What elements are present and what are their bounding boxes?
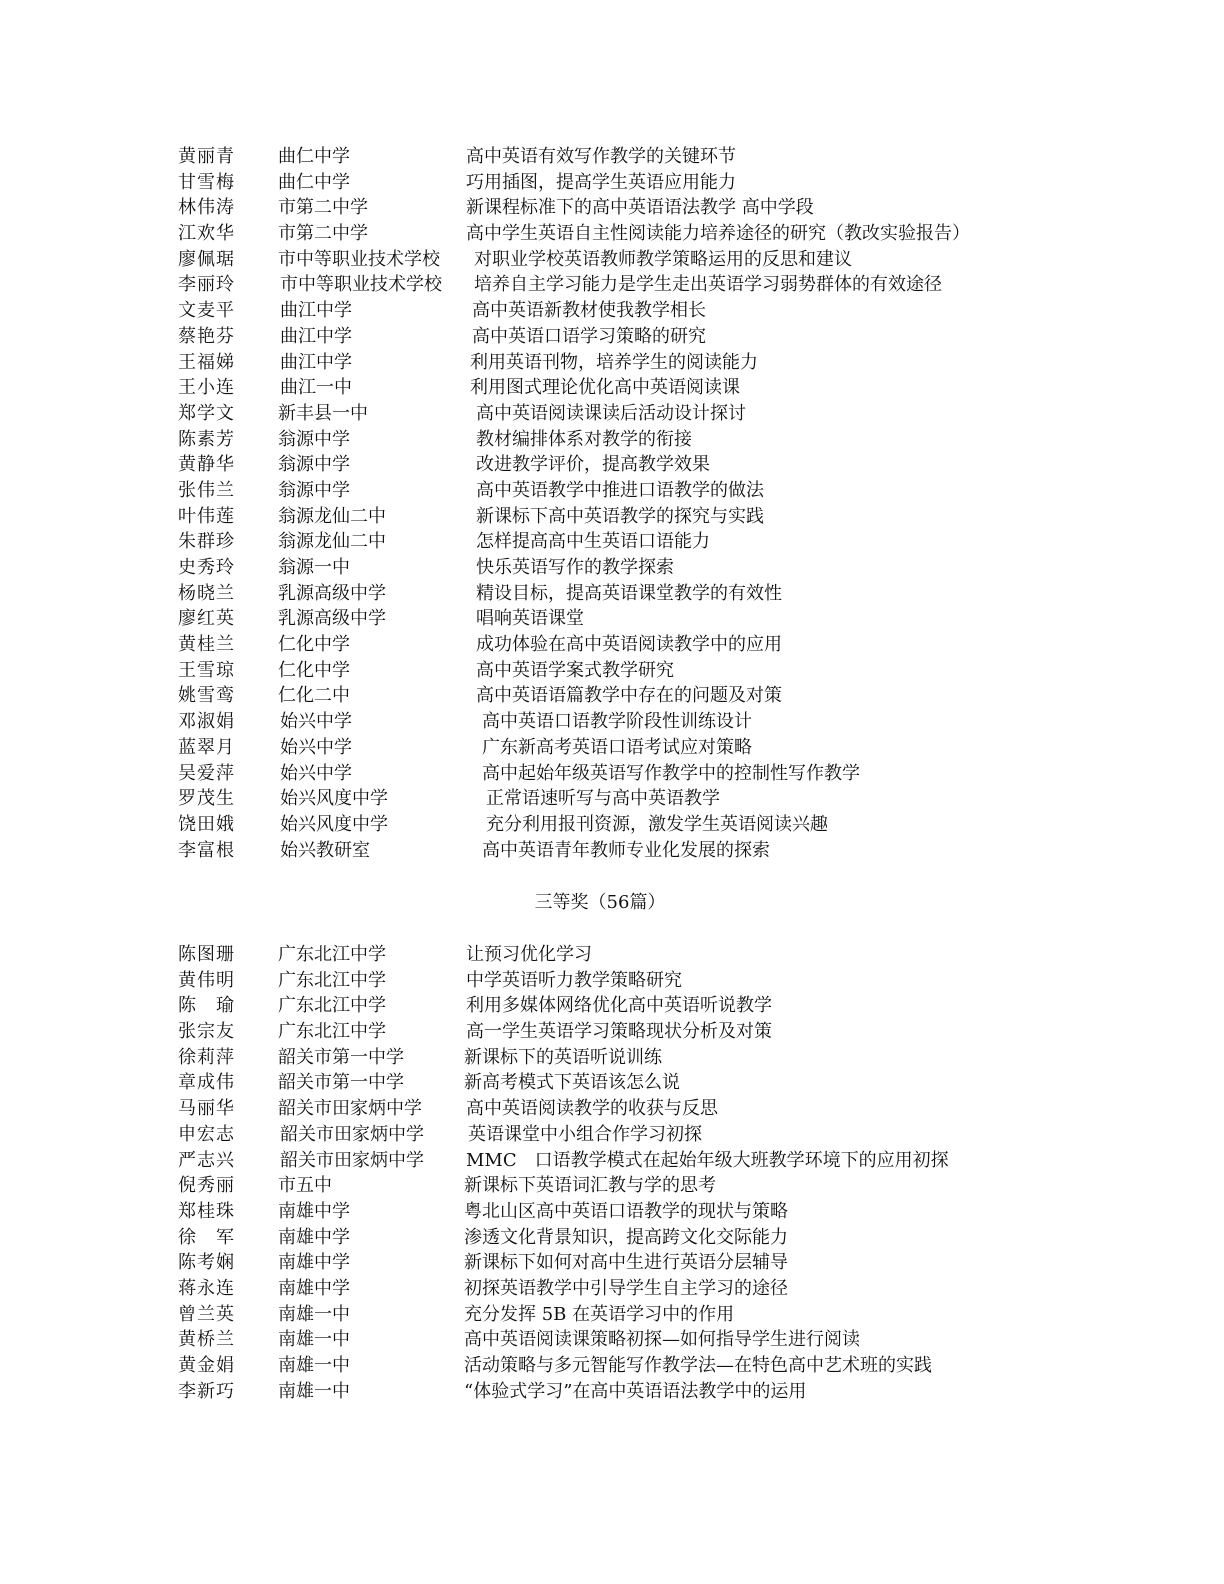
- author-name: 杨晓兰: [178, 582, 235, 604]
- school-name: 翁源一中: [278, 557, 350, 578]
- paper-title: 高中英语语篇教学中存在的问题及对策: [476, 685, 782, 707]
- school-name: 韶关市田家炳中学: [280, 1123, 424, 1145]
- author-name: 曾兰英: [178, 1303, 235, 1325]
- school-name: 曲仁中学: [278, 171, 350, 193]
- paper-title: 高中英语有效写作教学的关键环节: [466, 146, 736, 167]
- paper-title: 成功体验在高中英语阅读教学中的应用: [476, 634, 782, 656]
- author-name: 倪秀丽: [178, 1175, 235, 1197]
- author-name: 蒋永连: [178, 1277, 235, 1299]
- paper-title: 中学英语听力教学策略研究: [466, 969, 682, 991]
- school-name: 乳源高级中学: [278, 582, 386, 604]
- school-name: 韶关市田家炳中学: [278, 1098, 422, 1120]
- author-name: 黄桥兰: [178, 1329, 235, 1351]
- paper-title: 唱响英语课堂: [476, 608, 584, 630]
- paper-title: 高中英语口语学习策略的研究: [472, 325, 706, 347]
- paper-title: 新课标下英语词汇教与学的思考: [464, 1175, 716, 1197]
- author-name: 严志兴: [178, 1149, 235, 1171]
- author-name: 陈 瑜: [178, 995, 235, 1017]
- school-name: 广东北江中学: [278, 1021, 386, 1043]
- school-name: 乳源高级中学: [278, 608, 386, 630]
- school-name: 南雄一中: [278, 1329, 350, 1351]
- paper-title: “体验式学习”在高中英语语法教学中的运用: [464, 1380, 807, 1402]
- author-name: 姚雪鸾: [178, 685, 235, 707]
- author-name: 饶田娥: [178, 813, 235, 835]
- paper-title: 培养自主学习能力是学生走出英语学习弱势群体的有效途径: [474, 274, 942, 296]
- paper-title: 广东新高考英语口语考试应对策略: [482, 736, 752, 758]
- school-name: 曲江中学: [280, 325, 352, 347]
- author-name: 史秀玲: [178, 557, 235, 578]
- author-name: 黄丽青: [178, 146, 235, 167]
- author-name: 陈图珊: [178, 944, 235, 965]
- school-name: 始兴风度中学: [280, 813, 388, 835]
- school-name: 曲江中学: [280, 300, 352, 322]
- author-name: 申宏志: [178, 1123, 235, 1145]
- author-name: 王福娣: [178, 351, 235, 373]
- paper-title: 巧用插图，提高学生英语应用能力: [466, 171, 736, 193]
- author-name: 郑学文: [178, 402, 235, 424]
- author-name: 章成伟: [178, 1072, 235, 1094]
- school-name: 广东北江中学: [278, 969, 386, 991]
- author-name: 蔡艳芬: [178, 325, 235, 347]
- school-name: 南雄中学: [278, 1200, 350, 1222]
- author-name: 黄金娟: [178, 1355, 235, 1376]
- author-name: 甘雪梅: [178, 171, 235, 193]
- paper-title: 利用图式理论优化高中英语阅读课: [470, 377, 740, 399]
- paper-title: 对职业学校英语教师教学策略运用的反思和建议: [474, 248, 852, 270]
- school-name: 始兴中学: [280, 736, 352, 758]
- paper-title: 高中学生英语自主性阅读能力培养途径的研究（教改实验报告）: [466, 223, 970, 245]
- author-name: 叶伟莲: [178, 505, 235, 527]
- paper-title: 新课标下高中英语教学的探究与实践: [476, 505, 764, 527]
- school-name: 广东北江中学: [278, 995, 386, 1017]
- paper-title: 粤北山区高中英语口语教学的现状与策略: [464, 1200, 788, 1222]
- school-name: 翁源中学: [278, 479, 350, 501]
- paper-title: 新高考模式下英语该怎么说: [464, 1072, 680, 1094]
- school-name: 曲江一中: [280, 377, 352, 399]
- paper-title: 初探英语教学中引导学生自主学习的途径: [464, 1277, 788, 1299]
- school-name: 始兴教研室: [280, 839, 370, 861]
- paper-title: 高中英语阅读课读后活动设计探讨: [476, 402, 746, 424]
- author-name: 李丽玲: [178, 274, 235, 296]
- school-name: 市中等职业技术学校: [280, 274, 442, 296]
- school-name: 仁化中学: [278, 634, 350, 656]
- author-name: 王小连: [178, 377, 235, 399]
- school-name: 翁源龙仙二中: [278, 531, 386, 553]
- paper-title: 让预习优化学习: [466, 944, 592, 965]
- author-name: 郑桂珠: [178, 1200, 235, 1222]
- school-name: 始兴风度中学: [280, 788, 388, 810]
- author-name: 邓淑娟: [178, 711, 235, 733]
- author-name: 徐莉萍: [178, 1046, 235, 1068]
- author-name: 陈考娴: [178, 1252, 235, 1274]
- school-name: 新丰县一中: [278, 402, 368, 424]
- section-heading-third-prize: [0, 890, 1224, 916]
- author-name: 徐 军: [178, 1226, 235, 1248]
- author-name: 江欢华: [178, 223, 235, 245]
- author-name: 黄静华: [178, 454, 235, 476]
- paper-title: 英语课堂中小组合作学习初探: [468, 1123, 702, 1145]
- author-name: 吴爱萍: [178, 762, 235, 784]
- school-name: 市中等职业技术学校: [278, 248, 440, 270]
- school-name: 翁源中学: [278, 454, 350, 476]
- author-name: 蓝翠月: [178, 736, 235, 758]
- author-name: 黄伟明: [178, 969, 235, 991]
- paper-title: 渗透文化背景知识，提高跨文化交际能力: [464, 1226, 788, 1248]
- paper-title: 高中英语口语教学阶段性训练设计: [482, 711, 752, 733]
- school-name: 南雄一中: [278, 1380, 350, 1402]
- school-name: 韶关市第一中学: [278, 1072, 404, 1094]
- paper-title: 高中英语青年教师专业化发展的探索: [482, 839, 770, 861]
- author-name: 黄桂兰: [178, 634, 235, 656]
- paper-title: 新课标下如何对高中生进行英语分层辅导: [464, 1252, 788, 1274]
- school-name: 始兴中学: [280, 711, 352, 733]
- school-name: 南雄中学: [278, 1252, 350, 1274]
- school-name: 南雄中学: [278, 1277, 350, 1299]
- author-name: 林伟涛: [178, 197, 235, 219]
- paper-title: 高中起始年级英语写作教学中的控制性写作教学: [482, 762, 860, 784]
- paper-title: 正常语速听写与高中英语教学: [486, 788, 720, 810]
- school-name: 仁化中学: [278, 659, 350, 681]
- school-name: 市第二中学: [278, 197, 368, 219]
- paper-title: 充分发挥 5B 在英语学习中的作用: [464, 1303, 735, 1325]
- school-name: 仁化二中: [278, 685, 350, 707]
- author-name: 王雪琼: [178, 659, 235, 681]
- paper-title: 教材编排体系对教学的衔接: [476, 428, 692, 450]
- school-name: 翁源中学: [278, 428, 350, 450]
- author-name: 马丽华: [178, 1098, 235, 1120]
- paper-title: 高中英语教学中推进口语教学的做法: [476, 479, 764, 501]
- paper-title: 精设目标，提高英语课堂教学的有效性: [476, 582, 782, 604]
- school-name: 韶关市第一中学: [278, 1046, 404, 1068]
- school-name: 南雄一中: [278, 1303, 350, 1325]
- paper-title: 改进教学评价，提高教学效果: [476, 454, 710, 476]
- paper-title: 利用英语刊物，培养学生的阅读能力: [470, 351, 758, 373]
- paper-title: 新课标下的英语听说训练: [464, 1046, 662, 1068]
- school-name: 曲仁中学: [278, 146, 350, 167]
- author-name: 廖佩琚: [178, 248, 235, 270]
- school-name: 市五中: [278, 1175, 332, 1197]
- section-heading-text: 三等奖（56篇）: [534, 892, 666, 913]
- paper-title: 利用多媒体网络优化高中英语听说教学: [466, 995, 772, 1017]
- paper-title: 快乐英语写作的教学探索: [476, 557, 674, 578]
- paper-title: 高中英语新教材使我教学相长: [472, 300, 706, 322]
- school-name: 韶关市田家炳中学: [280, 1149, 424, 1171]
- author-name: 廖红英: [178, 608, 235, 630]
- author-name: 李新巧: [178, 1380, 235, 1402]
- paper-title: 高中英语阅读课策略初探—如何指导学生进行阅读: [464, 1329, 860, 1351]
- author-name: 张伟兰: [178, 479, 235, 501]
- paper-title: 高中英语学案式教学研究: [476, 659, 674, 681]
- school-name: 南雄中学: [278, 1226, 350, 1248]
- school-name: 市第二中学: [278, 223, 368, 245]
- paper-title: 高中英语阅读教学的收获与反思: [466, 1098, 718, 1120]
- author-name: 李富根: [178, 839, 235, 861]
- author-name: 陈素芳: [178, 428, 235, 450]
- paper-title: 怎样提高高中生英语口语能力: [476, 531, 710, 553]
- school-name: 广东北江中学: [278, 944, 386, 965]
- paper-title: 新课程标准下的高中英语语法教学 高中学段: [466, 197, 814, 219]
- paper-title: 充分利用报刊资源，激发学生英语阅读兴趣: [486, 813, 828, 835]
- school-name: 南雄一中: [278, 1355, 350, 1376]
- author-name: 朱群珍: [178, 531, 235, 553]
- paper-title: MMC 口语教学模式在起始年级大班教学环境下的应用初探: [466, 1149, 949, 1171]
- paper-title: 高一学生英语学习策略现状分析及对策: [466, 1021, 772, 1043]
- author-name: 文麦平: [178, 300, 235, 322]
- school-name: 曲江中学: [280, 351, 352, 373]
- author-name: 罗茂生: [178, 788, 235, 810]
- school-name: 翁源龙仙二中: [278, 505, 386, 527]
- paper-title: 活动策略与多元智能写作教学法—在特色高中艺术班的实践: [464, 1355, 932, 1376]
- author-name: 张宗友: [178, 1021, 235, 1043]
- school-name: 始兴中学: [280, 762, 352, 784]
